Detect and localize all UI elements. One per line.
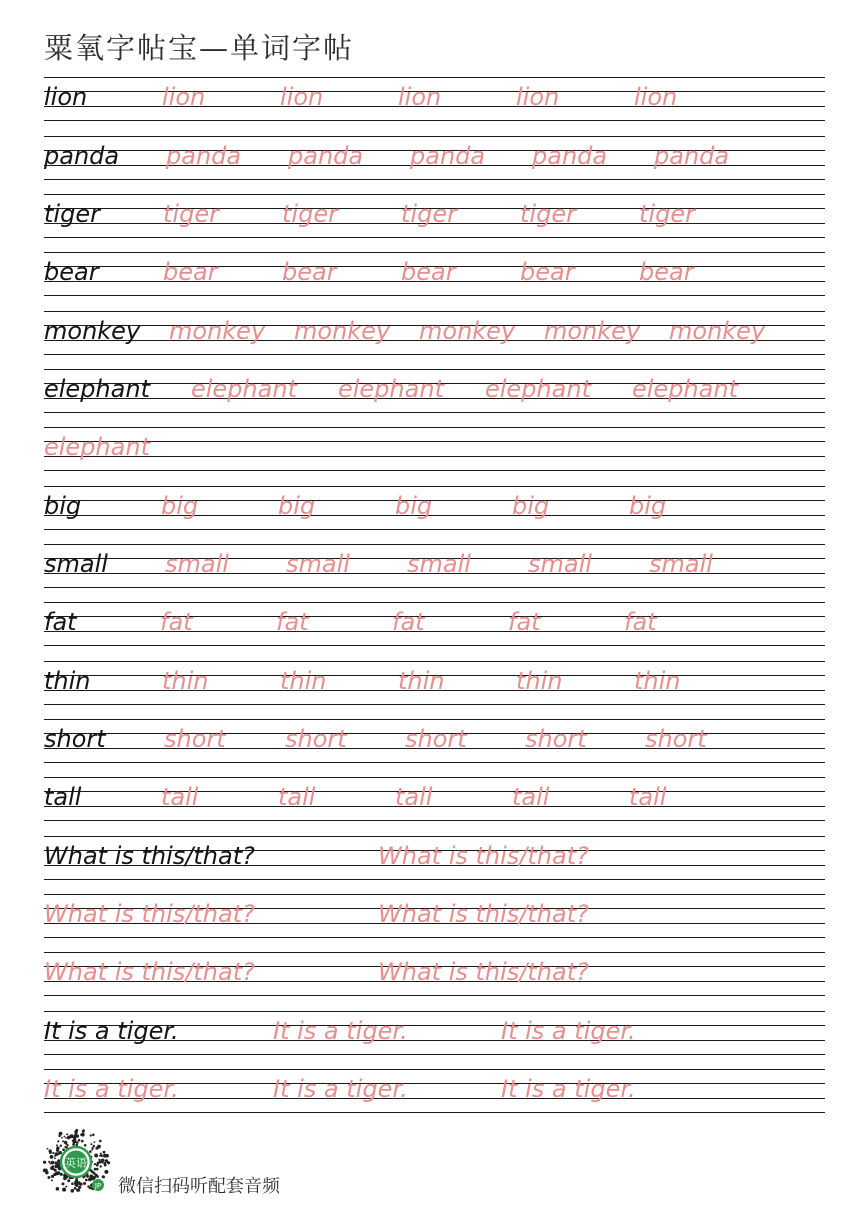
model-word: tall	[44, 783, 82, 811]
model-word: small	[44, 550, 108, 578]
qr-dot	[48, 1161, 50, 1163]
qr-dot	[58, 1163, 60, 1165]
trace-word: big	[161, 492, 199, 520]
qr-dot	[76, 1189, 79, 1192]
trace-word: panda	[410, 142, 486, 170]
trace-word: tall	[278, 783, 316, 811]
qr-corner-label: JP	[94, 1182, 102, 1190]
practice-row	[44, 194, 825, 238]
ruled-line	[44, 529, 825, 530]
ruled-line	[44, 587, 825, 588]
trace-word: It is a tiger.	[273, 1017, 408, 1045]
qr-dot	[52, 1165, 55, 1168]
trace-word: fat	[392, 608, 425, 636]
trace-word: monkey	[294, 317, 391, 345]
ruled-line	[44, 252, 825, 253]
ruled-line	[44, 120, 825, 121]
qr-dot	[76, 1180, 78, 1182]
trace-word: fat	[508, 608, 541, 636]
ruled-line	[44, 602, 825, 603]
ruled-line	[44, 1011, 825, 1012]
qr-dot	[72, 1140, 74, 1142]
trace-word: What is this/that?	[378, 900, 589, 928]
practice-row	[44, 952, 825, 996]
model-word: What is this/that?	[44, 842, 255, 870]
qr-dot	[96, 1147, 98, 1149]
trace-word: It is a tiger.	[501, 1017, 636, 1045]
qr-dot	[67, 1136, 71, 1140]
qr-dot	[71, 1182, 74, 1185]
ruled-line	[44, 1054, 825, 1055]
trace-word: big	[278, 492, 316, 520]
trace-word: thin	[634, 667, 681, 695]
trace-word: panda	[166, 142, 242, 170]
qr-dot	[60, 1145, 62, 1147]
trace-word: What is this/that?	[44, 900, 255, 928]
qr-dot	[76, 1134, 79, 1137]
qr-dot	[81, 1140, 84, 1143]
trace-word: What is this/that?	[378, 842, 589, 870]
trace-word: tiger	[520, 200, 576, 228]
trace-word: tall	[395, 783, 433, 811]
trace-word: tiger	[163, 200, 219, 228]
model-word: lion	[44, 83, 88, 111]
qr-dot	[50, 1155, 54, 1159]
trace-word: lion	[634, 83, 678, 111]
ruled-line	[44, 894, 825, 895]
model-word: bear	[44, 258, 99, 286]
qr-dot	[55, 1172, 59, 1176]
model-word: monkey	[44, 317, 141, 345]
trace-word: elephant	[485, 375, 591, 403]
trace-word: small	[528, 550, 592, 578]
qr-dot	[104, 1170, 108, 1174]
qr-dot	[55, 1161, 58, 1164]
ruled-line	[44, 369, 825, 370]
qr-dot	[62, 1188, 66, 1192]
qr-dot	[92, 1134, 95, 1137]
qr-dot	[94, 1163, 96, 1165]
ruled-line	[44, 179, 825, 180]
qr-dot	[49, 1149, 52, 1152]
ruled-line	[44, 879, 825, 880]
qr-dot	[85, 1179, 88, 1182]
model-word: tiger	[44, 200, 100, 228]
qr-dot	[92, 1147, 94, 1149]
trace-word: monkey	[544, 317, 641, 345]
qr-dot	[94, 1141, 96, 1143]
qr-dot	[43, 1161, 46, 1164]
trace-word: panda	[532, 142, 608, 170]
practice-row	[44, 369, 825, 413]
practice-row	[44, 661, 825, 705]
qr-dot	[65, 1137, 67, 1139]
qr-dot	[100, 1153, 102, 1155]
ruled-line	[44, 544, 825, 545]
trace-word: small	[407, 550, 471, 578]
trace-word: small	[649, 550, 713, 578]
trace-word: tiger	[282, 200, 338, 228]
qr-dot	[81, 1133, 85, 1137]
trace-word: big	[512, 492, 550, 520]
qr-dot	[99, 1161, 102, 1164]
trace-word: fat	[160, 608, 193, 636]
qr-dot	[74, 1130, 77, 1133]
ruled-line	[44, 937, 825, 938]
trace-word: tiger	[639, 200, 695, 228]
qr-dot	[84, 1144, 87, 1147]
model-word: elephant	[44, 375, 150, 403]
qr-dot	[64, 1141, 67, 1144]
model-word: short	[44, 725, 106, 753]
trace-word: bear	[401, 258, 456, 286]
trace-word: lion	[280, 83, 324, 111]
trace-word: bear	[520, 258, 575, 286]
qr-dot	[56, 1187, 60, 1191]
qr-dot	[102, 1162, 104, 1164]
qr-dot	[78, 1186, 81, 1189]
practice-row	[44, 486, 825, 530]
ruled-line	[44, 456, 825, 457]
trace-word: lion	[398, 83, 442, 111]
qr-dot	[74, 1187, 77, 1190]
trace-word: short	[525, 725, 587, 753]
practice-row	[44, 427, 825, 471]
qr-dot	[51, 1179, 53, 1181]
ruled-line	[44, 719, 825, 720]
ruled-line	[44, 661, 825, 662]
trace-word: monkey	[169, 317, 266, 345]
ruled-line	[44, 354, 825, 355]
practice-row	[44, 894, 825, 938]
ruled-line	[44, 762, 825, 763]
practice-row	[44, 777, 825, 821]
qr-code-icon[interactable]	[40, 1127, 112, 1197]
ruled-line	[44, 486, 825, 487]
trace-word: thin	[162, 667, 209, 695]
trace-word: What is this/that?	[44, 958, 255, 986]
qr-dot	[59, 1132, 63, 1136]
ruled-line	[44, 836, 825, 837]
qr-badge-label: 英语	[65, 1156, 87, 1170]
qr-dot	[54, 1169, 57, 1172]
trace-word: thin	[280, 667, 327, 695]
trace-word: short	[164, 725, 226, 753]
practice-row	[44, 136, 825, 180]
trace-word: big	[395, 492, 433, 520]
practice-row	[44, 311, 825, 355]
trace-word: tall	[161, 783, 199, 811]
qr-dot	[54, 1165, 58, 1169]
qr-dot	[47, 1176, 50, 1179]
qr-dot	[105, 1155, 107, 1157]
trace-word: It is a tiger.	[501, 1075, 636, 1103]
practice-row	[44, 602, 825, 646]
practice-row	[44, 1011, 825, 1055]
qr-dot	[62, 1140, 64, 1142]
qr-dot	[54, 1157, 56, 1159]
ruled-line	[44, 704, 825, 705]
ruled-line	[44, 1112, 825, 1113]
qr-dot	[94, 1154, 98, 1158]
qr-dot	[103, 1151, 106, 1154]
qr-dot	[58, 1147, 60, 1149]
ruled-line	[44, 136, 825, 137]
qr-dot	[56, 1144, 58, 1146]
qr-dot	[103, 1176, 105, 1178]
ruled-line	[44, 427, 825, 428]
qr-dot	[72, 1143, 75, 1146]
qr-dot	[71, 1189, 75, 1193]
ruled-line	[44, 777, 825, 778]
trace-word: big	[629, 492, 667, 520]
ruled-line	[44, 77, 825, 78]
qr-dot	[47, 1148, 49, 1150]
qr-dot	[45, 1171, 48, 1174]
qr-dot	[52, 1152, 54, 1154]
trace-word: small	[286, 550, 350, 578]
qr-dot	[107, 1161, 110, 1164]
qr-dot	[99, 1140, 102, 1143]
qr-dot	[96, 1175, 99, 1178]
ruled-line	[44, 194, 825, 195]
trace-word: small	[165, 550, 229, 578]
qr-dot	[63, 1136, 65, 1138]
ruled-line	[44, 412, 825, 413]
ruled-line	[44, 1069, 825, 1070]
footer	[40, 1127, 440, 1199]
practice-row	[44, 836, 825, 880]
qr-dot	[57, 1140, 59, 1142]
qr-dot	[65, 1186, 67, 1188]
qr-dot	[78, 1139, 81, 1142]
trace-word: lion	[162, 83, 206, 111]
trace-word: bear	[163, 258, 218, 286]
model-word: panda	[44, 142, 120, 170]
qr-dot	[76, 1141, 79, 1144]
qr-dot	[88, 1179, 90, 1181]
qr-dot	[89, 1150, 92, 1153]
trace-word: tall	[629, 783, 667, 811]
trace-word: short	[285, 725, 347, 753]
qr-dot	[64, 1146, 66, 1148]
qr-dot	[94, 1168, 97, 1171]
trace-word: elephant	[191, 375, 297, 403]
ruled-line	[44, 995, 825, 996]
qr-dot	[51, 1161, 54, 1164]
trace-word: panda	[654, 142, 730, 170]
trace-word: tiger	[401, 200, 457, 228]
trace-word: It is a tiger.	[273, 1075, 408, 1103]
trace-word: panda	[288, 142, 364, 170]
qr-dot	[74, 1181, 78, 1185]
qr-dot	[83, 1129, 85, 1131]
trace-word: bear	[282, 258, 337, 286]
practice-row	[44, 544, 825, 588]
ruled-line	[44, 645, 825, 646]
trace-word: tall	[512, 783, 550, 811]
qr-dot	[87, 1185, 89, 1187]
model-word: It is a tiger.	[44, 1017, 179, 1045]
ruled-line	[44, 820, 825, 821]
practice-row	[44, 1069, 825, 1113]
trace-word: fat	[276, 608, 309, 636]
qr-dot	[90, 1143, 92, 1145]
qr-dot	[66, 1133, 68, 1135]
trace-word: It is a tiger.	[44, 1075, 179, 1103]
qr-dot	[45, 1169, 47, 1171]
ruled-line	[44, 952, 825, 953]
trace-word: monkey	[669, 317, 766, 345]
qr-dot	[62, 1182, 65, 1185]
qr-dot	[100, 1165, 102, 1167]
trace-word: bear	[639, 258, 694, 286]
qr-dot	[67, 1179, 70, 1182]
trace-word: lion	[516, 83, 560, 111]
qr-dot	[104, 1164, 107, 1167]
practice-row	[44, 77, 825, 121]
model-word: big	[44, 492, 82, 520]
ruled-line	[44, 470, 825, 471]
qr-dot	[56, 1149, 59, 1152]
practice-row	[44, 719, 825, 763]
trace-word: short	[405, 725, 467, 753]
ruled-line	[44, 237, 825, 238]
trace-word: monkey	[419, 317, 516, 345]
qr-dot	[83, 1182, 86, 1185]
ruled-line	[44, 311, 825, 312]
qr-dot	[67, 1144, 69, 1146]
ruled-line	[44, 441, 825, 442]
trace-word: thin	[398, 667, 445, 695]
trace-word: elephant	[338, 375, 444, 403]
ruled-line	[44, 295, 825, 296]
model-word: thin	[44, 667, 91, 695]
trace-word: elephant	[44, 433, 150, 461]
trace-word: thin	[516, 667, 563, 695]
practice-row	[44, 252, 825, 296]
trace-word: short	[645, 725, 707, 753]
qr-dot	[55, 1152, 59, 1156]
trace-word: fat	[624, 608, 657, 636]
qr-dot	[61, 1137, 63, 1139]
page-title: 粟氧字帖宝—单词字帖	[44, 31, 355, 65]
qr-dot	[60, 1173, 63, 1176]
trace-word: What is this/that?	[378, 958, 589, 986]
qr-dot	[102, 1159, 104, 1161]
scan-audio-caption: 微信扫码听配套音频	[118, 1176, 280, 1197]
trace-word: elephant	[632, 375, 738, 403]
model-word: fat	[44, 608, 77, 636]
qr-dot	[90, 1134, 92, 1136]
